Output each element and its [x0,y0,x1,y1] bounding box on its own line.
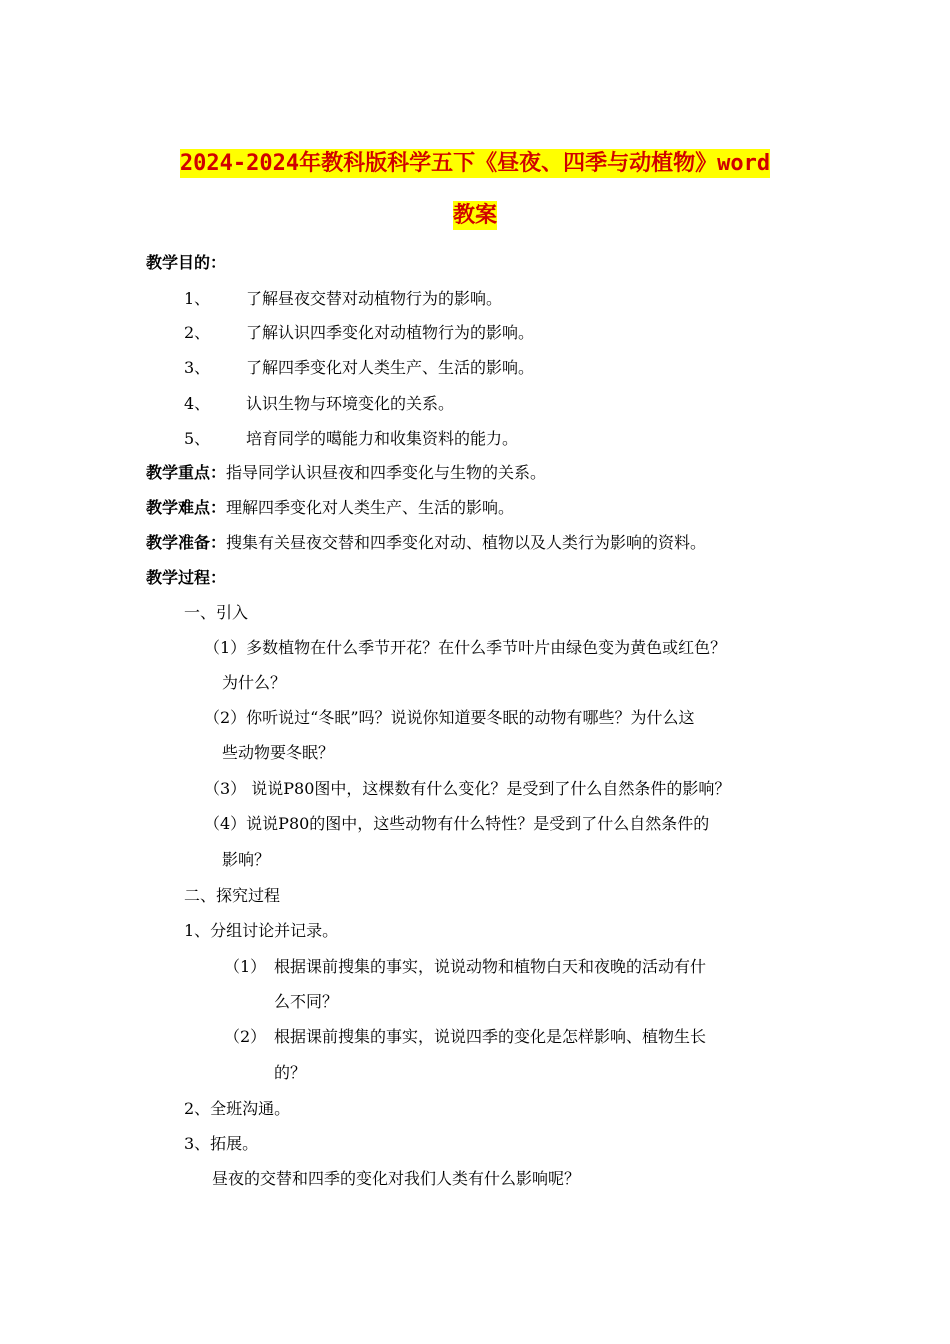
intro-question-1-cont: 为什么？ [222,673,287,692]
document-title-line2: 教案 [452,203,497,228]
explore-sub-2-cont: 的？ [274,1063,307,1082]
objective-text: 了解昼夜交替对动植物行为的影响。 [246,289,503,308]
explore-sub-number: （2） [224,1027,267,1046]
process-heading: 教学过程： [146,568,227,587]
explore-sub-number: （1） [224,957,267,976]
objective-number: 1、 [184,289,211,308]
explore-step-1: 1、分组讨论并记录。 [184,921,339,940]
explore-heading: 二、探究过程 [184,886,281,905]
objective-text: 了解四季变化对人类生产、生活的影响。 [246,358,535,377]
intro-question-1: （1）多数植物在什么季节开花？在什么季节叶片由绿色变为黄色或红色？ [204,638,727,657]
objectives-heading: 教学目的： [146,253,227,272]
difficulty-text: 理解四季变化对人类生产、生活的影响。 [226,498,515,517]
preparation-label: 教学准备： [146,533,227,552]
key-point-label: 教学重点： [146,463,227,482]
explore-sub-2: 根据课前搜集的事实，说说四季的变化是怎样影响、植物生长 [274,1027,707,1046]
intro-question-2: （2）你听说过“冬眠”吗？说说你知道要冬眠的动物有哪些？为什么这 [204,708,695,727]
objective-text: 了解认识四季变化对动植物行为的影响。 [246,323,535,342]
intro-question-2-cont: 些动物要冬眠？ [222,743,335,762]
objective-number: 3、 [184,358,211,377]
explore-step-2: 2、全班沟通。 [184,1099,291,1118]
objective-number: 2、 [184,323,211,342]
objective-text: 培育同学的噶能力和收集资料的能力。 [246,429,519,448]
intro-heading: 一、引入 [184,603,249,622]
explore-step-3: 3、拓展。 [184,1134,259,1153]
objective-text: 认识生物与环境变化的关系。 [246,394,455,413]
objective-number: 4、 [184,394,211,413]
preparation-text: 搜集有关昼夜交替和四季变化对动、植物以及人类行为影响的资料。 [226,533,707,552]
explore-sub-1-cont: 么不同？ [274,992,339,1011]
key-point-row [146,462,546,484]
difficulty-label: 教学难点： [146,498,227,517]
intro-question-4: （4）说说P80的图中，这些动物有什么特性？是受到了什么自然条件的 [204,814,710,833]
explore-sub-1: 根据课前搜集的事实，说说动物和植物白天和夜晚的活动有什 [274,957,707,976]
intro-question-4-cont: 影响？ [222,850,271,869]
objective-number: 5、 [184,429,211,448]
key-point-text: 指导同学认识昼夜和四季变化与生物的关系。 [226,463,547,482]
preparation-row [146,532,706,554]
document-title-line1: 2024-2024年教科版科学五下《昼夜、四季与动植物》word [179,151,771,176]
difficulty-row [146,497,514,519]
explore-step-3-question: 昼夜的交替和四季的变化对我们人类有什么影响呢？ [212,1169,581,1188]
intro-question-3: （3） 说说P80图中，这棵数有什么变化？是受到了什么自然条件的影响？ [204,779,731,798]
